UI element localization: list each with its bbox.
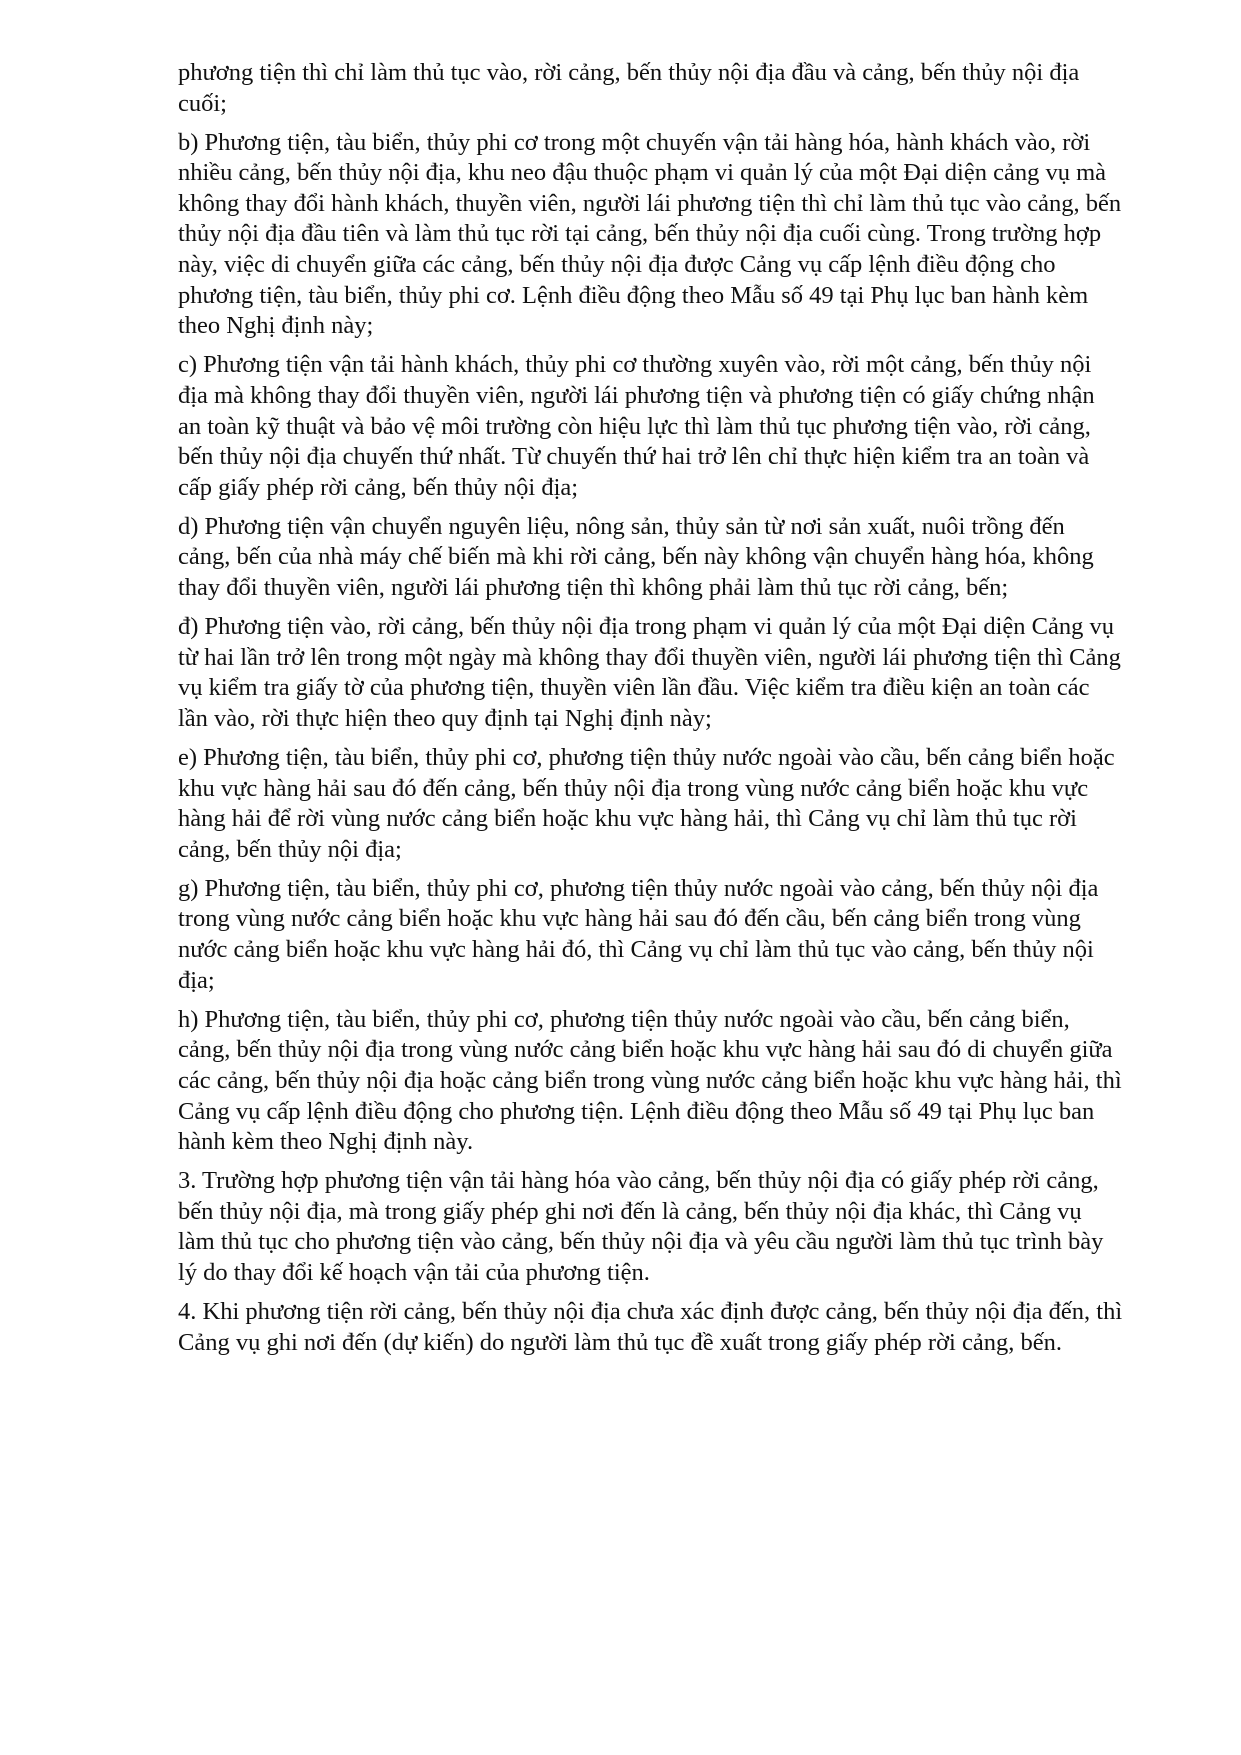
document-page	[178, 58, 1123, 1367]
paragraph-clause-3: 3. Trường hợp phương tiện vận tải hàng hóa vào cảng, bến thủy nội địa có giấy phép rời cảng, bến thủy nội địa, mà trong giấy phép ghi nơi đến là cảng, bến thủy nội địa khác, thì Cảng vụ làm thủ tục cho phương tiện vào cảng, bến thủy nội địa và yêu cầu người làm thủ tục trình bày lý do thay đổi kế hoạch vận tải của phương tiện.	[178, 1167, 1104, 1286]
paragraph-item-g: g) Phương tiện, tàu biển, thủy phi cơ, phương tiện thủy nước ngoài vào cảng, bến thủy nội địa trong vùng nước cảng biển hoặc khu vực hàng hải sau đó đến cầu, bến cảng biển trong vùng nước cảng biển hoặc khu vực hàng hải đó, thì Cảng vụ chỉ làm thủ tục vào cảng, bến thủy nội địa;	[178, 874, 1099, 994]
paragraph-clause-4: 4. Khi phương tiện rời cảng, bến thủy nội địa chưa xác định được cảng, bến thủy nội địa đến, thì Cảng vụ ghi nơi đến (dự kiến) do người làm thủ tục đề xuất trong giấy phép rời cảng, bến.	[178, 1298, 1123, 1356]
paragraph-item-c: c) Phương tiện vận tải hành khách, thủy phi cơ thường xuyên vào, rời một cảng, bến thủy nội địa mà không thay đổi thuyền viên, người lái phương tiện và phương tiện có giấy chứng nhận an toàn kỹ thuật và bảo vệ môi trường còn hiệu lực thì làm thủ tục phương tiện vào, rời cảng, bến thủy nội địa chuyến thứ nhất. Từ chuyến thứ hai trở lên chỉ thực hiện kiểm tra an toàn và cấp giấy phép rời cảng, bến thủy nội địa;	[178, 351, 1095, 501]
paragraph-item-e: e) Phương tiện, tàu biển, thủy phi cơ, phương tiện thủy nước ngoài vào cầu, bến cảng biển hoặc khu vực hàng hải sau đó đến cảng, bến thủy nội địa trong vùng nước cảng biển hoặc khu vực hàng hải để rời vùng nước cảng biển hoặc khu vực hàng hải, thì Cảng vụ chỉ làm thủ tục rời cảng, bến thủy nội địa;	[178, 743, 1115, 863]
paragraph-continuation: phương tiện thì chỉ làm thủ tục vào, rời cảng, bến thủy nội địa đầu và cảng, bến thủy nội địa cuối;	[178, 59, 1080, 117]
paragraph-item-b: b) Phương tiện, tàu biển, thủy phi cơ trong một chuyến vận tải hàng hóa, hành khách vào, rời nhiều cảng, bến thủy nội địa, khu neo đậu thuộc phạm vi quản lý của một Đại diện cảng vụ mà không thay đổi hành khách, thuyền viên, người lái phương tiện thì chỉ làm thủ tục vào cảng, bến thủy nội địa đầu tiên và làm thủ tục rời tại cảng, bến thủy nội địa cuối cùng. Trong trường hợp này, việc di chuyển giữa các cảng, bến thủy nội địa được Cảng vụ cấp lệnh điều động cho phương tiện, tàu biển, thủy phi cơ. Lệnh điều động theo Mẫu số 49 tại Phụ lục ban hành kèm theo Nghị định này;	[178, 128, 1122, 340]
paragraph-item-h: h) Phương tiện, tàu biển, thủy phi cơ, phương tiện thủy nước ngoài vào cầu, bến cảng biển, cảng, bến thủy nội địa trong vùng nước cảng biển hoặc khu vực hàng hải sau đó di chuyển giữa các cảng, bến thủy nội địa hoặc cảng biển trong vùng nước cảng biển hoặc khu vực hàng hải, thì Cảng vụ cấp lệnh điều động cho phương tiện. Lệnh điều động theo Mẫu số 49 tại Phụ lục ban hành kèm theo Nghị định này.	[178, 1005, 1122, 1156]
paragraph-item-d: d) Phương tiện vận chuyển nguyên liệu, nông sản, thủy sản từ nơi sản xuất, nuôi trồng đến cảng, bến của nhà máy chế biến mà khi rời cảng, bến này không vận chuyển hàng hóa, không thay đổi thuyền viên, người lái phương tiện thì không phải làm thủ tục rời cảng, bến;	[178, 512, 1094, 601]
paragraph-item-dd: đ) Phương tiện vào, rời cảng, bến thủy nội địa trong phạm vi quản lý của một Đại diện Cảng vụ từ hai lần trở lên trong một ngày mà không thay đổi thuyền viên, người lái phương tiện thì Cảng vụ kiểm tra giấy tờ của phương tiện, thuyền viên lần đầu. Việc kiểm tra điều kiện an toàn các lần vào, rời thực hiện theo quy định tại Nghị định này;	[178, 613, 1121, 732]
